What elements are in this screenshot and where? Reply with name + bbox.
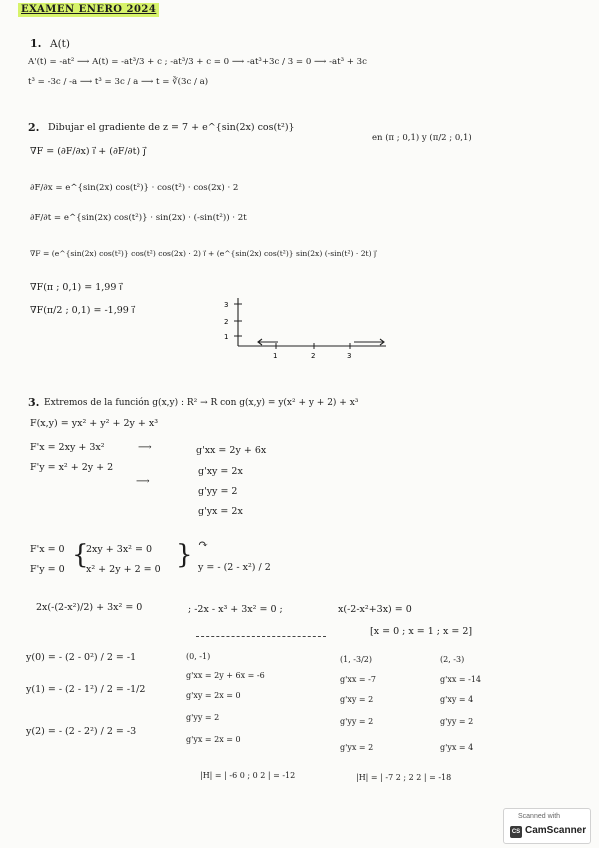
q2-dfdx: ∂F/∂x = e^{sin(2x) cos(t²)} · cos(t²) · cos(2x) · 2 [30, 183, 239, 193]
q3-fxx: g'xx = 2y + 6x [196, 445, 267, 456]
sketch-x-label-2: 2 [311, 352, 316, 358]
p3-line-3: g'yy = 2 [440, 717, 474, 726]
p1-hessian: |H| = | -6 0 ; 0 2 | = -12 [200, 771, 296, 780]
gradient-sketch [216, 294, 394, 358]
q2-gradient-def: ∇F = (∂F/∂x) i⃗ + (∂F/∂t) j⃗ [30, 146, 146, 157]
q2-gradient-point-1: ∇F(π ; 0,1) = 1,99 i⃗ [30, 282, 123, 293]
q3-separator [196, 636, 326, 637]
q3-sys-brace-right: } [176, 540, 193, 570]
camscanner-logo-icon: CS [510, 826, 522, 838]
p2-line-3: g'yy = 2 [340, 717, 374, 726]
q3-fyy: g'yy = 2 [198, 486, 238, 497]
q3-fy: F'y = x² + 2y + 2 [30, 462, 114, 473]
q3-y1: y(1) = - (2 - 1²) / 2 = -1/2 [26, 684, 146, 695]
q3-arrow-1: ⟶ [138, 442, 152, 453]
q3-y0: y(0) = - (2 - 0²) / 2 = -1 [26, 652, 137, 663]
q1-number: 1. [30, 37, 42, 50]
camscanner-name: CamScanner [525, 825, 587, 836]
q3-fx: F'x = 2xy + 3x² [30, 442, 105, 453]
page-title: EXAMEN ENERO 2024 [18, 3, 159, 17]
sketch-y-label-2: 2 [224, 318, 229, 326]
p1-line-4: g'yx = 2x = 0 [186, 735, 241, 744]
p1-line-1: g'xx = 2y + 6x = -6 [186, 671, 265, 680]
q3-sys-mid-1: 2xy + 3x² = 0 [86, 544, 153, 555]
q3-subst-3: x(-2-x²+3x) = 0 [338, 604, 412, 615]
q3-fyx: g'yx = 2x [198, 506, 243, 517]
q3-y2: y(2) = - (2 - 2²) / 2 = -3 [26, 726, 137, 737]
q2-number: 2. [28, 121, 40, 134]
sketch-y-label-1: 1 [224, 333, 229, 341]
p1-line-2: g'xy = 2x = 0 [186, 691, 241, 700]
q3-subst-1: 2x(-(2-x²)/2) + 3x² = 0 [36, 602, 143, 613]
sketch-y-label-3: 3 [224, 301, 229, 309]
q1-line-2: t³ = -3c / -a ⟶ t³ = 3c / a ⟶ t = ∛(3c / a) [28, 77, 209, 87]
p2-line-2: g'xy = 2 [340, 695, 374, 704]
p3-line-1: g'xx = -14 [440, 675, 482, 684]
camscanner-badge [503, 808, 591, 844]
scanned-with-text: Scanned with [518, 813, 561, 820]
q3-title: Extremos de la función g(x,y) : R² → R con g(x,y) = y(x² + y + 2) + x³ [44, 398, 359, 408]
q3-sys-mid-2: x² + 2y + 2 = 0 [86, 564, 161, 575]
q2-title: Dibujar el gradiente de z = 7 + e^{sin(2x) cos(t²)} [48, 122, 295, 133]
q3-roots: [x = 0 ; x = 1 ; x = 2] [370, 626, 473, 637]
q3-number: 3. [28, 396, 40, 409]
p2-line-4: g'yx = 2 [340, 743, 374, 752]
q3-sys-brace-left: { [72, 540, 89, 570]
q3-arrow-2: ⟶ [136, 476, 150, 487]
q1-line-1: A'(t) = -at² ⟶ A(t) = -at³/3 + c ; -at³/3 + c = 0 ⟶ -at³+3c / 3 = 0 ⟶ -at³ + 3c [28, 57, 367, 67]
q3-f-expanded: F(x,y) = yx² + y² + 2y + x³ [30, 418, 159, 429]
q3-sys-left-1: F'x = 0 [30, 544, 65, 555]
q2-points: en (π ; 0,1) y (π/2 ; 0,1) [372, 133, 472, 143]
q3-subst-2: ; -2x - x³ + 3x² = 0 ; [188, 604, 283, 615]
p2-label: (1, -3/2) [340, 655, 372, 664]
q1-title: A(t) [50, 38, 70, 50]
q3-fxy: g'xy = 2x [198, 466, 243, 477]
p3-label: (2, -3) [440, 655, 465, 664]
q2-gradient-point-2: ∇F(π/2 ; 0,1) = -1,99 i⃗ [30, 305, 135, 316]
q2-dfdt: ∂F/∂t = e^{sin(2x) cos(t²)} · sin(2x) · (-sin(t²)) · 2t [30, 213, 247, 223]
sketch-x-label-3: 3 [347, 352, 352, 358]
p2-line-1: g'xx = -7 [340, 675, 376, 684]
p3-line-2: g'xy = 4 [440, 695, 474, 704]
q3-sys-left-2: F'y = 0 [30, 564, 65, 575]
sketch-x-label-1: 1 [273, 352, 278, 358]
p1-label: (0, -1) [186, 652, 211, 661]
p2-hessian: |H| = | -7 2 ; 2 2 | = -18 [356, 773, 452, 782]
q2-gradient-full: ∇F = (e^{sin(2x) cos(t²)} cos(t²) cos(2x) · 2) i⃗ + (e^{sin(2x) cos(t²)} sin(2x) (-sin(t²) · 2t) j⃗ [30, 249, 377, 258]
p1-line-3: g'yy = 2 [186, 713, 220, 722]
q3-curved-arrow: ↷ [198, 537, 209, 551]
q3-sys-right: y = - (2 - x²) / 2 [198, 562, 271, 573]
p3-line-4: g'yx = 4 [440, 743, 474, 752]
